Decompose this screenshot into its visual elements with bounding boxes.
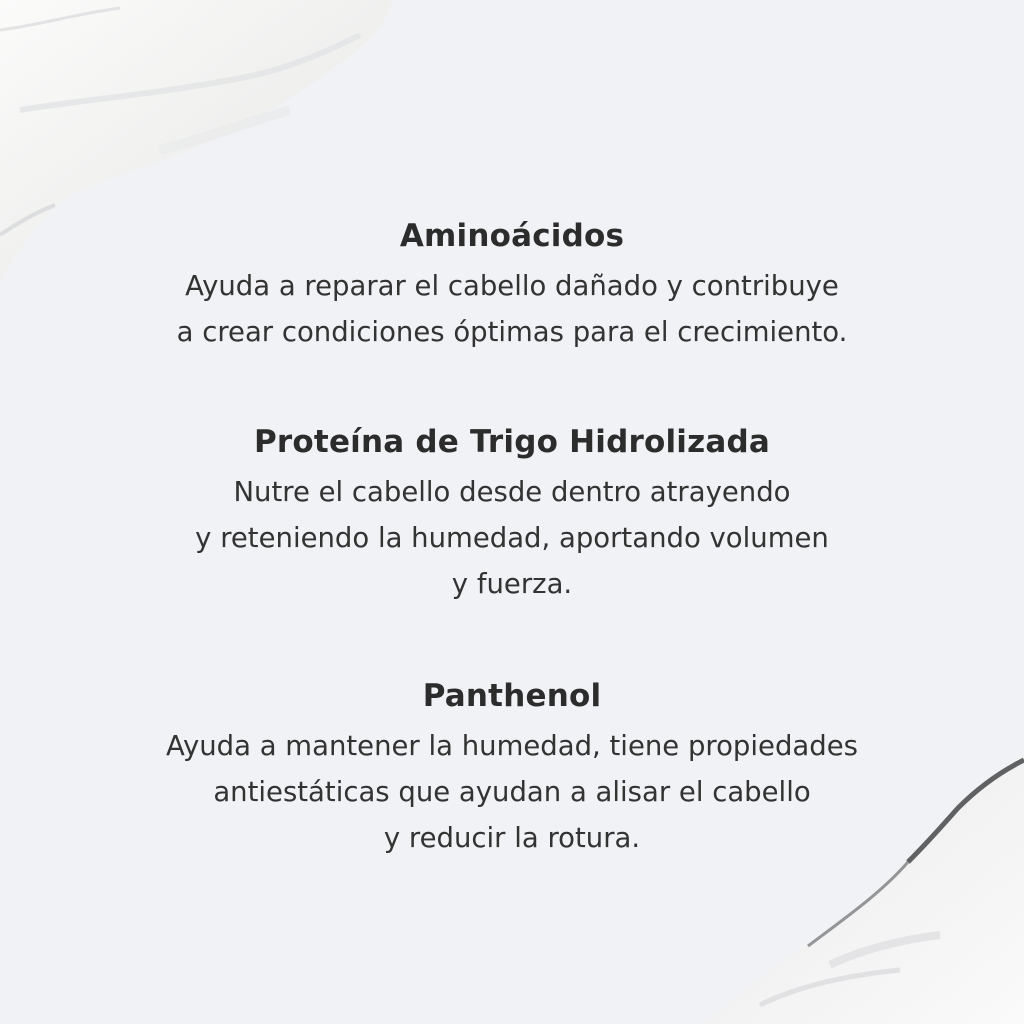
description-line: Nutre el cabello desde dentro atrayendo [233, 476, 791, 508]
description-line: y reducir la rotura. [383, 822, 641, 854]
description-line: antiestáticas que ayudan a alisar el cabello [213, 776, 811, 808]
ingredient-aminoacidos [0, 216, 1024, 355]
ingredient-description [0, 263, 1024, 355]
description-line: Ayuda a reparar el cabello dañado y contribuye [185, 270, 839, 302]
ingredient-panthenol [0, 676, 1024, 861]
ingredient-proteina-trigo [0, 422, 1024, 607]
ingredient-description [0, 469, 1024, 607]
description-line: a crear condiciones óptimas para el crecimiento. [176, 316, 848, 348]
ingredient-description [0, 723, 1024, 861]
description-line: y fuerza. [451, 568, 573, 600]
ingredient-title: Panthenol [422, 678, 602, 714]
description-line: y reteniendo la humedad, aportando volumen [195, 522, 829, 554]
ingredient-title: Aminoácidos [399, 218, 625, 254]
ingredient-title: Proteína de Trigo Hidrolizada [254, 424, 770, 460]
description-line: Ayuda a mantener la humedad, tiene propiedades [166, 730, 858, 762]
